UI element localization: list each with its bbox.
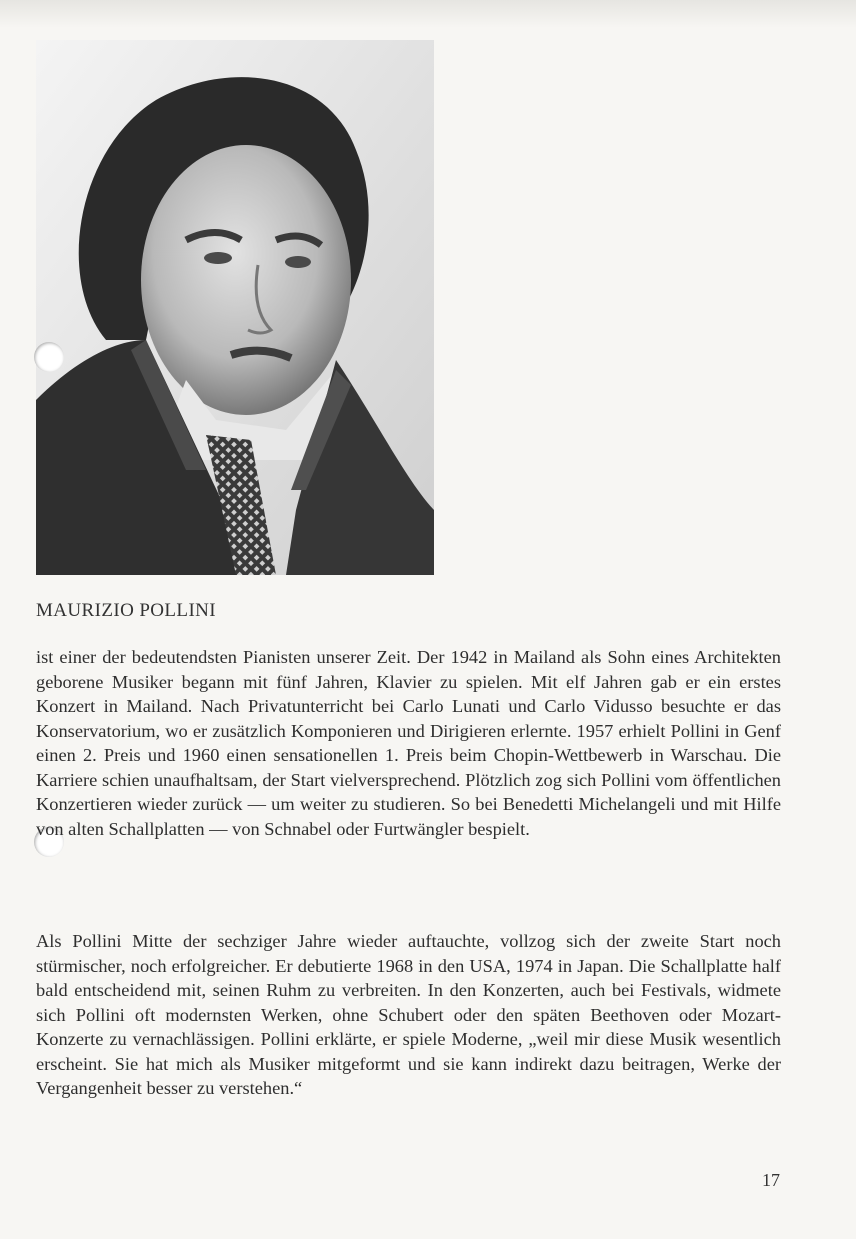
page-number: 17 <box>762 1170 780 1190</box>
biography-paragraph-2: Als Pollini Mitte der sechziger Jahre wieder auftauchte, vollzog sich der zweite Start noch stürmischer, noch erfolgreicher. Er debutierte 1968 in den USA, 1974 in Japan. Die Schallplatte half bald entscheidend mit, seinen Ruhm zu verbreiten. In den Konzerten, auch bei Festivals, widmete sich Pollini oft modernsten Werken, ohne Schubert oder den späten Beethoven oder Mozart-Konzerte zu vernachlässigen. Pollini erklärte, er spiele Moderne, „weil mir diese Musik wesentlich erscheint. Sie hat mich als Musiker mitgeformt und sie kann indirekt dazu beitragen, Werke der Vergangenheit besser zu verstehen.“ <box>36 931 781 1098</box>
binder-hole-top <box>34 342 64 372</box>
page-top-shadow <box>0 0 856 28</box>
artist-name-heading: MAURIZIO POLLINI <box>36 600 217 621</box>
biography-paragraph-1: ist einer der bedeutendsten Pianisten unserer Zeit. Der 1942 in Mailand als Sohn eines Architekten geborene Musiker begann mit fünf Jahren, Klavier zu spielen. Mit elf Jahren gab er ein erstes Konzert in Mailand. Nach Privatunterricht bei Carlo Lunati und Carlo Vidusso besuchte er das Konservatorium, wo er zusätzlich Komponieren und Dirigieren erlernte. 1957 erhielt Pollini in Genf einen 2. Preis und 1960 einen sensationellen 1. Preis beim Chopin-Wettbewerb in Warschau. Die Karriere schien unaufhaltsam, der Start vielversprechend. Plötzlich zog sich Pollini vom öffentlichen Konzertieren wieder zurück — um weiter zu studieren. So bei Benedetti Michelangeli und mit Hilfe von alten Schallplatten — von Schnabel oder Furtwängler bespielt. <box>36 647 781 839</box>
portrait-photo <box>36 40 434 575</box>
